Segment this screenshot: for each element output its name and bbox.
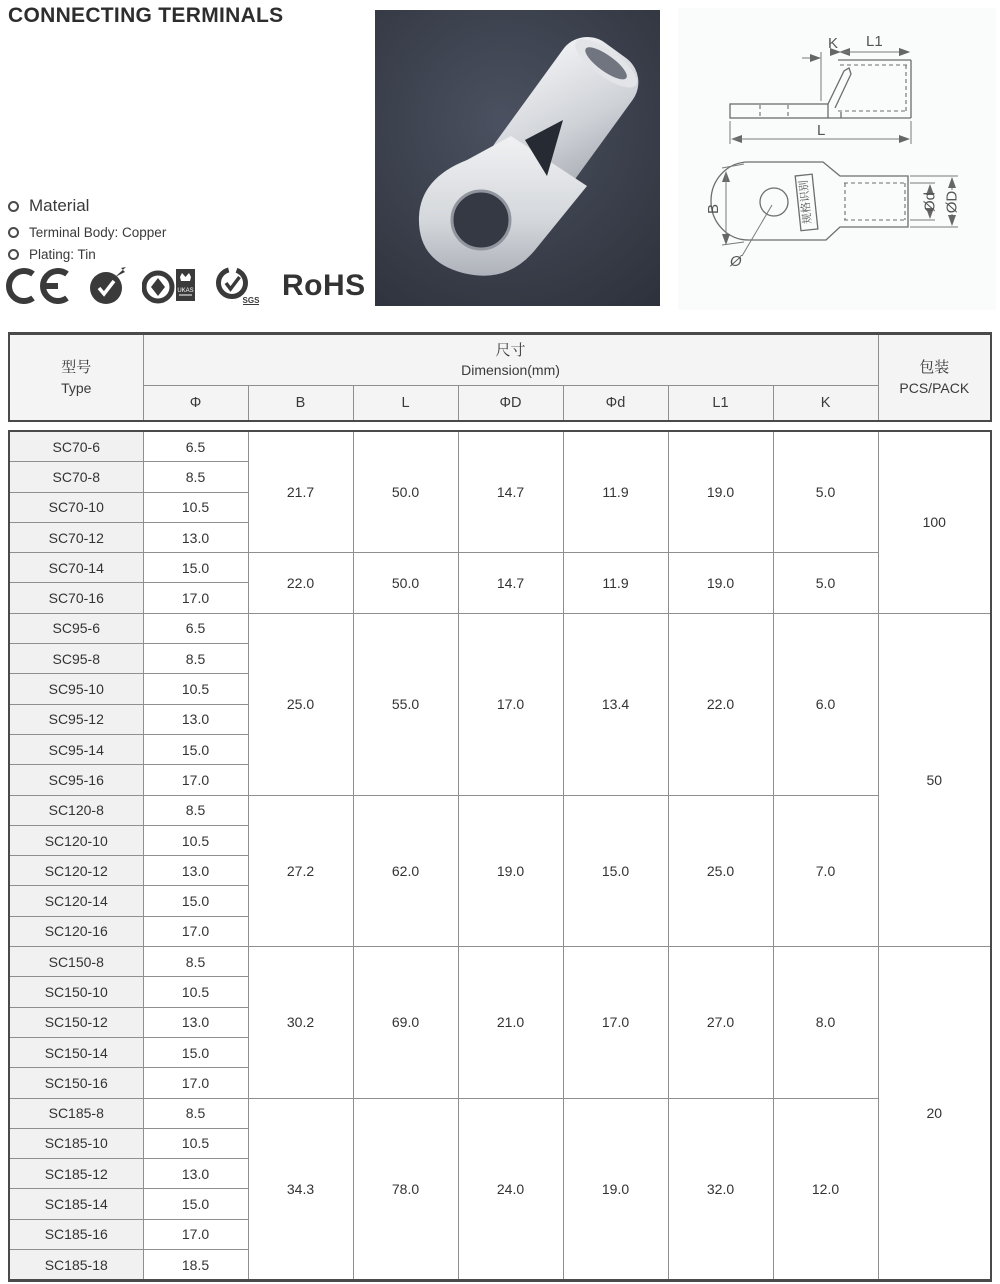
spec-mark-text: 规格识别 — [797, 179, 815, 225]
certifications — [6, 262, 366, 310]
dim-cell: 8.0 — [773, 947, 878, 1098]
dim-cell: 7.0 — [773, 795, 878, 946]
phi-cell: 17.0 — [143, 1219, 248, 1249]
ring-terminal-image — [375, 10, 660, 306]
pack-cell: 100 — [878, 431, 991, 613]
phi-cell: 18.5 — [143, 1250, 248, 1281]
phi-cell: 10.5 — [143, 492, 248, 522]
dim-label-b: B — [705, 203, 722, 215]
phi-cell: 6.5 — [143, 613, 248, 643]
sgs-label: SGS — [242, 296, 260, 305]
header-dimension — [143, 334, 878, 386]
phi-cell: 8.5 — [143, 462, 248, 492]
type-cell: SC70-12 — [9, 522, 143, 552]
spec-table-header — [8, 332, 992, 422]
phi-cell: 8.5 — [143, 644, 248, 674]
phi-cell: 15.0 — [143, 886, 248, 916]
dim-cell: 55.0 — [353, 613, 458, 795]
type-cell: SC185-16 — [9, 1219, 143, 1249]
phi-cell: 6.5 — [143, 431, 248, 462]
dim-cell: 69.0 — [353, 947, 458, 1098]
dim-cell: 13.4 — [563, 613, 668, 795]
sgs-cert-icon — [213, 265, 265, 307]
phi-cell: 15.0 — [143, 553, 248, 583]
dim-cell: 50.0 — [353, 431, 458, 553]
type-cell: SC120-14 — [9, 886, 143, 916]
type-cell: SC70-16 — [9, 583, 143, 613]
type-cell: SC185-18 — [9, 1250, 143, 1281]
phi-cell: 15.0 — [143, 1037, 248, 1067]
dim-label-l1: L1 — [866, 33, 883, 50]
material-section — [8, 196, 166, 269]
header-pack — [878, 334, 991, 422]
phi-cell: 13.0 — [143, 1007, 248, 1037]
type-cell: SC120-16 — [9, 916, 143, 946]
type-cell: SC185-14 — [9, 1189, 143, 1219]
header-type — [9, 334, 143, 422]
dim-cell: 12.0 — [773, 1098, 878, 1281]
dim-cell: 24.0 — [458, 1098, 563, 1281]
dim-cell: 25.0 — [668, 795, 773, 946]
dim-cell: 27.2 — [248, 795, 353, 946]
dim-cell: 34.3 — [248, 1098, 353, 1281]
type-cell: SC70-14 — [9, 553, 143, 583]
dim-label-k: K — [828, 35, 839, 52]
technical-drawing — [678, 8, 996, 310]
ukas-label: UKAS — [177, 288, 194, 294]
material-heading-row — [8, 196, 166, 216]
phi-cell: 13.0 — [143, 1159, 248, 1189]
pack-cell: 20 — [878, 947, 991, 1281]
quality-cert-icon — [87, 265, 129, 307]
dim-cell: 19.0 — [668, 553, 773, 614]
dim-cell: 32.0 — [668, 1098, 773, 1281]
dim-cell: 11.9 — [563, 431, 668, 553]
material-item: Plating: Tin — [29, 247, 96, 262]
dim-label-diameter: Ø — [730, 253, 742, 270]
dim-cell: 78.0 — [353, 1098, 458, 1281]
dim-cell: 17.0 — [563, 947, 668, 1098]
type-cell: SC120-8 — [9, 795, 143, 825]
phi-cell: 10.5 — [143, 977, 248, 1007]
header-col-phid: Φd — [563, 386, 668, 422]
header-pack-en: PCS/PACK — [899, 379, 970, 396]
type-cell: SC70-6 — [9, 431, 143, 462]
top-view — [705, 162, 961, 270]
material-heading: Material — [29, 196, 90, 215]
page-title: CONNECTING TERMINALS — [8, 4, 284, 27]
pack-cell: 50 — [878, 613, 991, 946]
type-cell: SC95-10 — [9, 674, 143, 704]
type-cell: SC150-12 — [9, 1007, 143, 1037]
header-pack-zh: 包装 — [919, 359, 950, 377]
dim-cell: 21.0 — [458, 947, 563, 1098]
type-cell: SC95-8 — [9, 644, 143, 674]
header-col-phiD: ΦD — [458, 386, 563, 422]
dim-cell: 50.0 — [353, 553, 458, 614]
phi-cell: 15.0 — [143, 1189, 248, 1219]
phi-cell: 8.5 — [143, 947, 248, 977]
type-cell: SC95-6 — [9, 613, 143, 643]
header-col-l1: L1 — [668, 386, 773, 422]
dim-cell: 14.7 — [458, 553, 563, 614]
material-item-row — [8, 225, 166, 240]
dim-label-d-big: ØD — [943, 190, 961, 214]
type-cell: SC150-14 — [9, 1037, 143, 1067]
ce-mark-icon — [6, 266, 74, 306]
dim-cell: 17.0 — [458, 613, 563, 795]
type-cell: SC120-10 — [9, 825, 143, 855]
phi-cell: 8.5 — [143, 1098, 248, 1128]
dim-cell: 27.0 — [668, 947, 773, 1098]
type-cell: SC185-12 — [9, 1159, 143, 1189]
dim-cell: 22.0 — [248, 553, 353, 614]
dim-cell: 19.0 — [668, 431, 773, 553]
type-cell: SC95-16 — [9, 765, 143, 795]
spec-table-area — [8, 332, 992, 1282]
phi-cell: 17.0 — [143, 1068, 248, 1098]
bullet-icon — [8, 227, 19, 238]
dim-cell: 25.0 — [248, 613, 353, 795]
dim-cell: 19.0 — [563, 1098, 668, 1281]
type-cell: SC150-16 — [9, 1068, 143, 1098]
phi-cell: 10.5 — [143, 825, 248, 855]
bullet-icon — [8, 249, 19, 260]
phi-cell: 8.5 — [143, 795, 248, 825]
phi-cell: 13.0 — [143, 704, 248, 734]
dim-cell: 30.2 — [248, 947, 353, 1098]
dim-cell: 6.0 — [773, 613, 878, 795]
dim-cell: 11.9 — [563, 553, 668, 614]
type-cell: SC70-10 — [9, 492, 143, 522]
header-col-k: K — [773, 386, 878, 422]
header-col-l: L — [353, 386, 458, 422]
header-dimension-en: Dimension(mm) — [461, 362, 560, 379]
phi-cell: 17.0 — [143, 765, 248, 795]
header-dimension-zh: 尺寸 — [495, 341, 526, 359]
dim-cell: 5.0 — [773, 431, 878, 553]
phi-cell: 13.0 — [143, 856, 248, 886]
type-cell: SC95-14 — [9, 734, 143, 764]
header-col-phi: Φ — [143, 386, 248, 422]
type-cell: SC150-8 — [9, 947, 143, 977]
material-item-row — [8, 247, 166, 262]
dim-cell: 22.0 — [668, 613, 773, 795]
dim-cell: 15.0 — [563, 795, 668, 946]
product-photo — [375, 10, 660, 306]
type-cell: SC70-8 — [9, 462, 143, 492]
phi-cell: 10.5 — [143, 1128, 248, 1158]
phi-cell: 17.0 — [143, 916, 248, 946]
type-cell: SC95-12 — [9, 704, 143, 734]
material-item: Terminal Body: Copper — [29, 225, 167, 240]
phi-cell: 10.5 — [143, 674, 248, 704]
rohs-label: RoHS — [282, 269, 366, 302]
type-cell: SC120-12 — [9, 856, 143, 886]
header-type-en: Type — [61, 379, 92, 396]
spec-mark-box — [795, 174, 818, 230]
header-type-zh: 型号 — [61, 359, 92, 377]
ukas-cert-icon — [142, 265, 200, 307]
dim-label-l: L — [817, 122, 826, 139]
spec-table-body — [8, 430, 992, 1282]
phi-cell: 15.0 — [143, 734, 248, 764]
side-view — [730, 33, 911, 144]
dim-cell: 19.0 — [458, 795, 563, 946]
type-cell: SC185-10 — [9, 1128, 143, 1158]
dim-cell: 14.7 — [458, 431, 563, 553]
dim-cell: 62.0 — [353, 795, 458, 946]
header-col-b: B — [248, 386, 353, 422]
type-cell: SC150-10 — [9, 977, 143, 1007]
bullet-icon — [8, 201, 19, 212]
dim-cell: 21.7 — [248, 431, 353, 553]
dim-label-d-small: Ød — [921, 191, 939, 213]
dim-cell: 5.0 — [773, 553, 878, 614]
type-cell: SC185-8 — [9, 1098, 143, 1128]
dimension-diagram — [678, 8, 996, 310]
phi-cell: 13.0 — [143, 522, 248, 552]
phi-cell: 17.0 — [143, 583, 248, 613]
